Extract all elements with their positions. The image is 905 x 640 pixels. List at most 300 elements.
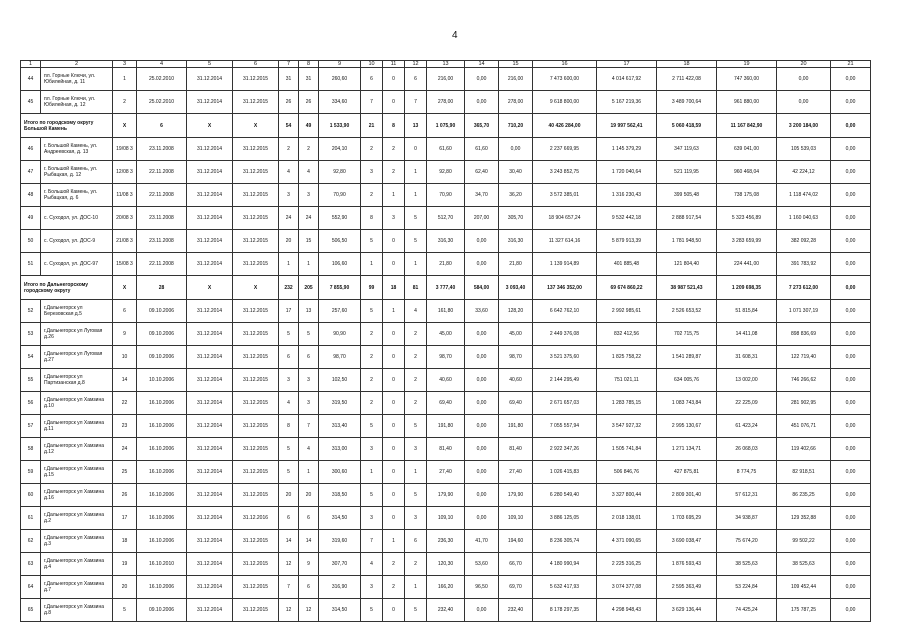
table-cell: 25.02.2010: [137, 68, 187, 91]
table-cell: 2: [361, 392, 383, 415]
table-cell: 191,80: [499, 415, 533, 438]
table-cell: 4: [299, 438, 319, 461]
table-cell: 0,00: [831, 230, 871, 253]
table-cell: 21,80: [499, 253, 533, 276]
table-cell: 1 071 307,19: [777, 300, 831, 323]
table-cell: 14: [299, 530, 319, 553]
table-cell: 1 083 743,84: [657, 392, 717, 415]
table-cell: 30,40: [499, 161, 533, 184]
table-cell: 232,40: [499, 599, 533, 622]
table-cell: 16.10.2006: [137, 484, 187, 507]
table-cell: 98,70: [427, 346, 465, 369]
table-cell: 179,90: [499, 484, 533, 507]
table-cell: 21/08 3: [113, 230, 137, 253]
table-cell: 31.12.2015: [233, 68, 279, 91]
table-cell: 31.12.2015: [233, 300, 279, 323]
table-cell: 8: [299, 61, 319, 68]
table-cell: 7: [405, 91, 427, 114]
table-row: [21, 300, 871, 323]
table-cell: 3 521 375,60: [533, 346, 597, 369]
table-cell: 7: [299, 415, 319, 438]
table-cell: 4 014 617,92: [597, 68, 657, 91]
table-row: [21, 530, 871, 553]
table-cell: 5: [279, 438, 299, 461]
table-cell: 31.12.2014: [187, 68, 233, 91]
subtotal-row: [21, 276, 871, 300]
table-cell: 1: [405, 253, 427, 276]
table-cell: 207,00: [465, 207, 499, 230]
table-cell: 278,00: [499, 91, 533, 114]
table-cell: 38 525,63: [777, 553, 831, 576]
table-cell: 2: [113, 91, 137, 114]
table-cell: 0,00: [831, 114, 871, 138]
table-cell: 0: [383, 484, 405, 507]
table-cell: 316,30: [427, 230, 465, 253]
table-cell: 21: [361, 114, 383, 138]
table-cell: 31.12.2014: [187, 91, 233, 114]
table-cell: 205: [299, 276, 319, 300]
table-cell: 832 412,56: [597, 323, 657, 346]
table-cell: 17: [597, 61, 657, 68]
table-cell: 45: [21, 91, 41, 114]
table-cell: 15/08 3: [113, 253, 137, 276]
table-cell: г.Дальнегорск ул Хамзина д.7: [41, 576, 113, 599]
table-cell: 2: [361, 184, 383, 207]
table-cell: 22: [113, 392, 137, 415]
table-cell: 7: [361, 91, 383, 114]
table-cell: 74 425,24: [717, 599, 777, 622]
table-row: [21, 161, 871, 184]
table-row: [21, 484, 871, 507]
table-row: [21, 507, 871, 530]
table-cell: 0,00: [831, 530, 871, 553]
table-cell: 26: [279, 91, 299, 114]
table-cell: 3: [299, 392, 319, 415]
table-cell: 26: [299, 91, 319, 114]
table-cell: 27,40: [499, 461, 533, 484]
table-cell: 2: [405, 346, 427, 369]
table-cell: 8: [383, 114, 405, 138]
table-cell: 20: [279, 230, 299, 253]
table-cell: 314,50: [319, 507, 361, 530]
table-cell: 4: [137, 61, 187, 68]
table-cell: 20: [299, 484, 319, 507]
housing-program-table: [20, 60, 871, 622]
table-cell: 109 452,44: [777, 576, 831, 599]
table-cell: 305,70: [499, 207, 533, 230]
table-cell: с. Суходол, ул. ДОС-10: [41, 207, 113, 230]
table-cell: 166,20: [427, 576, 465, 599]
table-cell: 20: [279, 484, 299, 507]
table-cell: X: [233, 114, 279, 138]
table-cell: 7 855,90: [319, 276, 361, 300]
table-cell: 2: [383, 161, 405, 184]
table-cell: 26: [113, 484, 137, 507]
table-cell: 31.12.2016: [233, 507, 279, 530]
table-cell: 334,60: [319, 91, 361, 114]
table-cell: г.Дальнегорск ул Хамзина д.2: [41, 507, 113, 530]
table-cell: 0,00: [465, 438, 499, 461]
table-cell: 2: [383, 138, 405, 161]
table-cell: 23.11.2008: [137, 138, 187, 161]
table-row: [21, 68, 871, 91]
table-cell: 3 489 700,64: [657, 91, 717, 114]
table-cell: 204,10: [319, 138, 361, 161]
table-cell: 0,00: [831, 415, 871, 438]
table-cell: 3 777,40: [427, 276, 465, 300]
table-cell: 0,00: [465, 253, 499, 276]
table-cell: 22.11.2008: [137, 184, 187, 207]
table-cell: 64: [21, 576, 41, 599]
table-row: [21, 599, 871, 622]
table-cell: 13 002,00: [717, 369, 777, 392]
table-cell: 53: [21, 323, 41, 346]
table-cell: 69 674 860,22: [597, 276, 657, 300]
table-cell: 216,00: [427, 68, 465, 91]
table-cell: 09.10.2006: [137, 300, 187, 323]
table-cell: 232: [279, 276, 299, 300]
table-cell: 61,60: [427, 138, 465, 161]
table-cell: 1: [21, 61, 41, 68]
table-cell: 31.12.2014: [187, 599, 233, 622]
table-cell: 5 323 456,89: [717, 207, 777, 230]
table-cell: 1 118 474,02: [777, 184, 831, 207]
table-cell: 751 021,11: [597, 369, 657, 392]
table-cell: 5: [361, 230, 383, 253]
table-cell: 1 145 379,29: [597, 138, 657, 161]
table-cell: 92,80: [427, 161, 465, 184]
column-number-row: [21, 61, 871, 68]
page-number: 4: [452, 30, 458, 41]
table-cell: 31.12.2015: [233, 461, 279, 484]
table-cell: 1 825 758,22: [597, 346, 657, 369]
table-cell: 960 468,04: [717, 161, 777, 184]
table-cell: 31.12.2014: [187, 530, 233, 553]
table-cell: 427 875,81: [657, 461, 717, 484]
table-cell: 2 922 347,26: [533, 438, 597, 461]
table-cell: 7: [361, 530, 383, 553]
table-cell: 6: [299, 576, 319, 599]
table-cell: 61 423,24: [717, 415, 777, 438]
table-cell: 109,10: [427, 507, 465, 530]
table-cell: 1: [361, 461, 383, 484]
table-cell: 6: [361, 68, 383, 91]
table-cell: 347 119,63: [657, 138, 717, 161]
table-row: [21, 438, 871, 461]
table-cell: 31.12.2015: [233, 369, 279, 392]
table-cell: 31.12.2014: [187, 461, 233, 484]
table-cell: 75 674,20: [717, 530, 777, 553]
table-cell: 23: [113, 415, 137, 438]
table-cell: 2: [361, 138, 383, 161]
table-cell: 31.12.2015: [233, 484, 279, 507]
table-cell: 898 836,69: [777, 323, 831, 346]
table-cell: 216,00: [499, 68, 533, 91]
table-cell: 7 273 612,00: [777, 276, 831, 300]
table-cell: 5: [405, 207, 427, 230]
table-cell: 2 237 669,95: [533, 138, 597, 161]
table-cell: г.Дальнегорск ул Луговая д.26: [41, 323, 113, 346]
table-cell: 11 167 842,90: [717, 114, 777, 138]
table-cell: 0: [383, 438, 405, 461]
table-cell: пл. Горные Ключи, ул. Юбилейная, д. 11: [41, 68, 113, 91]
table-cell: 13: [405, 114, 427, 138]
table-cell: 69,40: [427, 392, 465, 415]
table-cell: 6 642 762,10: [533, 300, 597, 323]
table-cell: пл. Горные Ключи, ул. Юбилейная, д. 12: [41, 91, 113, 114]
table-cell: 232,40: [427, 599, 465, 622]
table-cell: 5: [405, 230, 427, 253]
table-cell: 82 918,51: [777, 461, 831, 484]
table-row: [21, 392, 871, 415]
table-cell: 2: [405, 553, 427, 576]
table-cell: 3: [113, 61, 137, 68]
table-cell: 0,00: [465, 392, 499, 415]
table-cell: 1: [405, 184, 427, 207]
table-cell: 639 041,00: [717, 138, 777, 161]
table-cell: 2 671 657,03: [533, 392, 597, 415]
table-cell: 81,40: [499, 438, 533, 461]
table-cell: 21: [831, 61, 871, 68]
table-cell: 0: [383, 68, 405, 91]
table-cell: 17: [279, 300, 299, 323]
table-cell: 0: [383, 507, 405, 530]
table-cell: 0,00: [831, 300, 871, 323]
table-cell: 49: [299, 114, 319, 138]
table-cell: 0: [383, 599, 405, 622]
table-cell: 31.12.2014: [187, 184, 233, 207]
table-cell: 451 076,71: [777, 415, 831, 438]
table-cell: 31.12.2015: [233, 253, 279, 276]
table-cell: 512,70: [427, 207, 465, 230]
table-cell: 521 119,95: [657, 161, 717, 184]
table-cell: 13: [299, 300, 319, 323]
table-cell: 99: [361, 276, 383, 300]
table-cell: 0,00: [465, 599, 499, 622]
table-cell: г. Большой Камень, ул. Рыбацкая, д. 12: [41, 161, 113, 184]
table-cell: 313,40: [319, 415, 361, 438]
table-cell: 31.12.2014: [187, 484, 233, 507]
table-cell: 102,50: [319, 369, 361, 392]
table-cell: 18: [657, 61, 717, 68]
table-row: [21, 323, 871, 346]
table-cell: 1: [383, 184, 405, 207]
table-cell: 31.12.2015: [233, 207, 279, 230]
table-cell: 1: [383, 530, 405, 553]
table-cell: 2: [361, 369, 383, 392]
table-cell: 0,00: [831, 576, 871, 599]
table-cell: 31.12.2014: [187, 138, 233, 161]
table-cell: 7 473 600,00: [533, 68, 597, 91]
table-cell: 3: [279, 184, 299, 207]
table-cell: 16: [533, 61, 597, 68]
table-cell: 60: [21, 484, 41, 507]
table-cell: 3 283 659,99: [717, 230, 777, 253]
table-cell: X: [187, 114, 233, 138]
table-cell: 18 904 657,24: [533, 207, 597, 230]
table-cell: 20/08 3: [113, 207, 137, 230]
table-cell: 96,50: [465, 576, 499, 599]
table-cell: 109,10: [499, 507, 533, 530]
table-cell: 0: [383, 230, 405, 253]
table-cell: 399 505,48: [657, 184, 717, 207]
table-cell: 7 055 557,94: [533, 415, 597, 438]
table-cell: 62: [21, 530, 41, 553]
table-cell: 2: [405, 323, 427, 346]
table-cell: 0,00: [777, 91, 831, 114]
table-cell: 0,00: [831, 161, 871, 184]
table-cell: 3 093,40: [499, 276, 533, 300]
table-cell: 16.10.2006: [137, 438, 187, 461]
table-cell: 13: [427, 61, 465, 68]
table-cell: 0: [383, 91, 405, 114]
table-cell: г.Дальнегорск ул Хамзина д.12: [41, 438, 113, 461]
table-cell: 746 266,62: [777, 369, 831, 392]
table-cell: 2 711 422,08: [657, 68, 717, 91]
table-cell: г.Дальнегорск ул Хамзина д.11: [41, 415, 113, 438]
table-cell: 22.11.2008: [137, 253, 187, 276]
table-cell: г.Дальнегорск ул Хамзина д.16: [41, 484, 113, 507]
table-cell: 0: [383, 253, 405, 276]
table-cell: 2 449 376,08: [533, 323, 597, 346]
table-cell: 0: [405, 138, 427, 161]
table-cell: 31.12.2014: [187, 415, 233, 438]
table-cell: 2 992 985,61: [597, 300, 657, 323]
table-cell: г.Дальнегорск ул Луговая д.27: [41, 346, 113, 369]
table-cell: 31.12.2014: [187, 346, 233, 369]
table-cell: 747 360,00: [717, 68, 777, 91]
table-cell: 1 075,90: [427, 114, 465, 138]
table-cell: 27,40: [427, 461, 465, 484]
table-cell: 3 886 125,05: [533, 507, 597, 530]
table-cell: 9: [319, 61, 361, 68]
table-cell: 121 804,40: [657, 253, 717, 276]
table-cell: с. Суходол, ул. ДОС-9: [41, 230, 113, 253]
table-cell: 17: [113, 507, 137, 530]
table-cell: 19/08 3: [113, 138, 137, 161]
table-row: [21, 230, 871, 253]
table-cell: 11/08 3: [113, 184, 137, 207]
table-cell: 22.11.2008: [137, 161, 187, 184]
table-cell: 3: [361, 507, 383, 530]
table-cell: 0,00: [831, 461, 871, 484]
table-cell: 319,60: [319, 530, 361, 553]
table-cell: 382 092,28: [777, 230, 831, 253]
table-cell: 31.12.2014: [187, 438, 233, 461]
table-cell: 4: [361, 553, 383, 576]
table-cell: 8: [361, 207, 383, 230]
table-cell: 31: [279, 68, 299, 91]
table-cell: 506 846,76: [597, 461, 657, 484]
table-cell: 1: [299, 461, 319, 484]
table-cell: 260,60: [319, 68, 361, 91]
table-cell: 0,00: [831, 484, 871, 507]
table-cell: 23.11.2008: [137, 230, 187, 253]
table-cell: 5: [361, 484, 383, 507]
table-cell: 1: [405, 461, 427, 484]
table-cell: 57: [21, 415, 41, 438]
table-cell: 314,50: [319, 599, 361, 622]
table-cell: 10.10.2006: [137, 369, 187, 392]
table-cell: 3 243 852,75: [533, 161, 597, 184]
table-cell: 31.12.2015: [233, 553, 279, 576]
table-cell: 16.10.2006: [137, 530, 187, 553]
table-cell: 6: [299, 346, 319, 369]
table-cell: 12: [279, 553, 299, 576]
table-cell: 1 283 785,15: [597, 392, 657, 415]
table-row: [21, 576, 871, 599]
table-cell: г.Дальнегорск ул Партизанская д.8: [41, 369, 113, 392]
table-cell: 401 885,48: [597, 253, 657, 276]
table-cell: 16.10.2006: [137, 392, 187, 415]
table-cell: 31.12.2014: [187, 207, 233, 230]
table-cell: 31.12.2015: [233, 161, 279, 184]
table-cell: 5 632 417,93: [533, 576, 597, 599]
table-cell: 4: [279, 161, 299, 184]
table-cell: 313,00: [319, 438, 361, 461]
table-cell: 281 902,95: [777, 392, 831, 415]
table-cell: 1 703 695,29: [657, 507, 717, 530]
table-cell: 51 815,84: [717, 300, 777, 323]
table-cell: 54: [279, 114, 299, 138]
table-cell: 0,00: [831, 599, 871, 622]
table-cell: 2 018 138,01: [597, 507, 657, 530]
table-cell: 31.12.2015: [233, 91, 279, 114]
table-cell: 70,90: [319, 184, 361, 207]
table-cell: 4 180 990,94: [533, 553, 597, 576]
table-cell: 19: [113, 553, 137, 576]
table-cell: 3: [299, 184, 319, 207]
table-cell: 31.12.2015: [233, 138, 279, 161]
table-cell: 5: [361, 599, 383, 622]
table-cell: 6: [137, 114, 187, 138]
table-cell: 10: [361, 61, 383, 68]
table-cell: 1 139 914,89: [533, 253, 597, 276]
table-cell: 24: [279, 207, 299, 230]
table-cell: 0,00: [831, 507, 871, 530]
table-cell: 0,00: [831, 253, 871, 276]
table-cell: 365,70: [465, 114, 499, 138]
table-cell: 45,00: [499, 323, 533, 346]
table-cell: 2 809 301,40: [657, 484, 717, 507]
table-cell: 105 539,03: [777, 138, 831, 161]
table-cell: 1: [361, 253, 383, 276]
table-cell: 44: [21, 68, 41, 91]
table-cell: 1 160 040,63: [777, 207, 831, 230]
table-cell: 1: [383, 300, 405, 323]
table-cell: 6: [279, 346, 299, 369]
table-cell: 300,60: [319, 461, 361, 484]
table-cell: 4 298 948,43: [597, 599, 657, 622]
table-cell: 98,70: [319, 346, 361, 369]
table-cell: 2: [279, 138, 299, 161]
table-cell: 2: [383, 553, 405, 576]
table-cell: 1 271 134,71: [657, 438, 717, 461]
table-cell: 137 346 352,00: [533, 276, 597, 300]
table-row: [21, 138, 871, 161]
table-cell: 319,50: [319, 392, 361, 415]
table-cell: 92,80: [319, 161, 361, 184]
table-cell: 31.12.2014: [187, 300, 233, 323]
table-cell: 1 209 698,35: [717, 276, 777, 300]
table-cell: 2: [405, 392, 427, 415]
table-cell: 40,60: [499, 369, 533, 392]
table-cell: 81,40: [427, 438, 465, 461]
table-cell: 19: [717, 61, 777, 68]
table-cell: 54: [21, 346, 41, 369]
table-cell: 175 787,25: [777, 599, 831, 622]
table-cell: 18: [113, 530, 137, 553]
